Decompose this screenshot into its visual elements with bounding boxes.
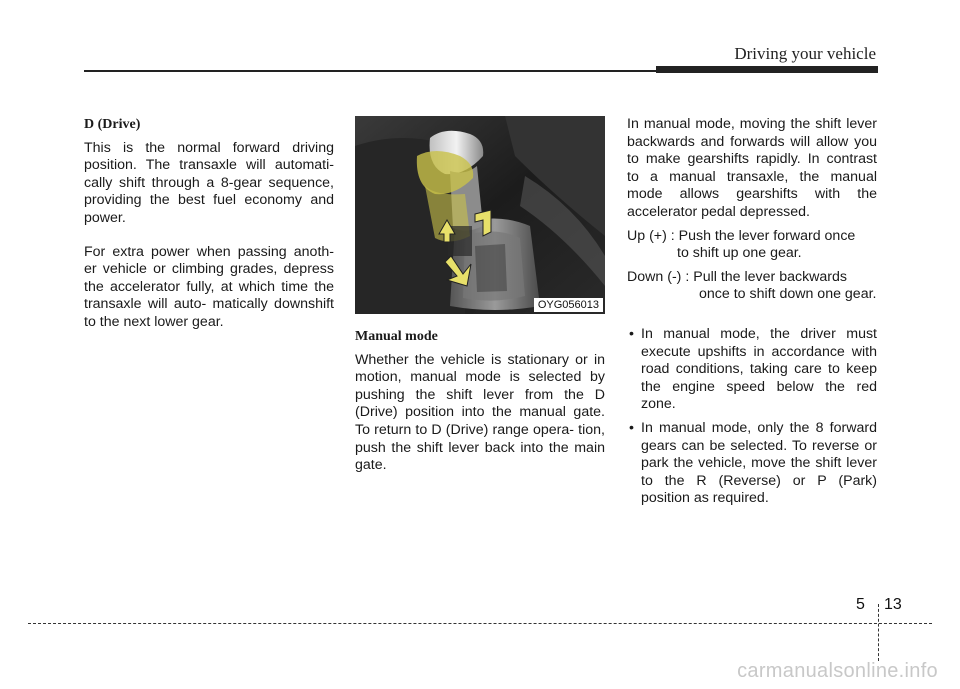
note-item: • In manual mode, only the 8 forward gears can be selected. To reverse or park the vehicle, move the shift lever to the R (Reverse) or P (Park) position as required.: [627, 420, 877, 508]
drive-heading: D (Drive): [84, 117, 141, 132]
downshift-term: Down (-) :: [627, 268, 690, 285]
column-left: [84, 116, 334, 348]
upshift-definition: [627, 228, 877, 263]
watermark: carmanualsonline.info: [737, 660, 938, 682]
manual-mode-intro: In manual mode, moving the shift lever backwards and forwards will allow you to make gearshifts rapidly. In contrast to a manual transaxle, the manual mode allows gearshifts with the accelerator pedal depressed.: [627, 116, 877, 220]
running-title: Driving your vehicle: [734, 44, 876, 63]
column-right: [627, 116, 877, 514]
upshift-desc-rest: to shift up one gear.: [677, 245, 802, 262]
header-rule-thin: [84, 70, 656, 72]
manual-mode-paragraph: Whether the vehicle is stationary or in motion, manual mode is selected by pushing the shift lever from the D (Drive) position into the manual gate. To return to D (Drive) range opera- tion, push the shift lever back into the main gate.: [355, 351, 605, 474]
drive-paragraph-1: This is the normal forward driving position. The transaxle will automati- cally shift through a 8-gear sequence, providing the best fuel economy and power.: [84, 139, 334, 226]
drive-paragraph-2: For extra power when passing anoth- er vehicle or climbing grades, depress the accelerator fully, at which time the transaxle will auto- matically downshift to the next lower gear.: [84, 243, 334, 330]
chapter-number: 5: [856, 596, 865, 613]
note-item: • In manual mode, the driver must execute upshifts in accordance with road conditions, taking care to keep the engine speed below the red zone.: [627, 326, 877, 414]
upshift-desc-first: Push the lever forward once: [678, 227, 856, 244]
footer-divider: [878, 604, 879, 661]
manual-mode-notes: [627, 326, 877, 508]
upshift-term: Up (+) :: [627, 227, 675, 244]
figure-code: OYG056013: [534, 298, 603, 312]
downshift-desc-rest: once to shift down one gear.: [699, 286, 877, 303]
shift-lever-illustration: [355, 116, 605, 314]
shift-lever-figure: [355, 116, 605, 314]
column-middle: [355, 116, 605, 491]
manual-mode-heading: Manual mode: [355, 329, 438, 344]
page-number: 13: [884, 596, 902, 613]
footer-rule: [28, 623, 932, 624]
header-rule-thick: [656, 66, 878, 73]
downshift-definition: [627, 269, 877, 304]
downshift-desc-first: Pull the lever backwards: [693, 268, 848, 285]
